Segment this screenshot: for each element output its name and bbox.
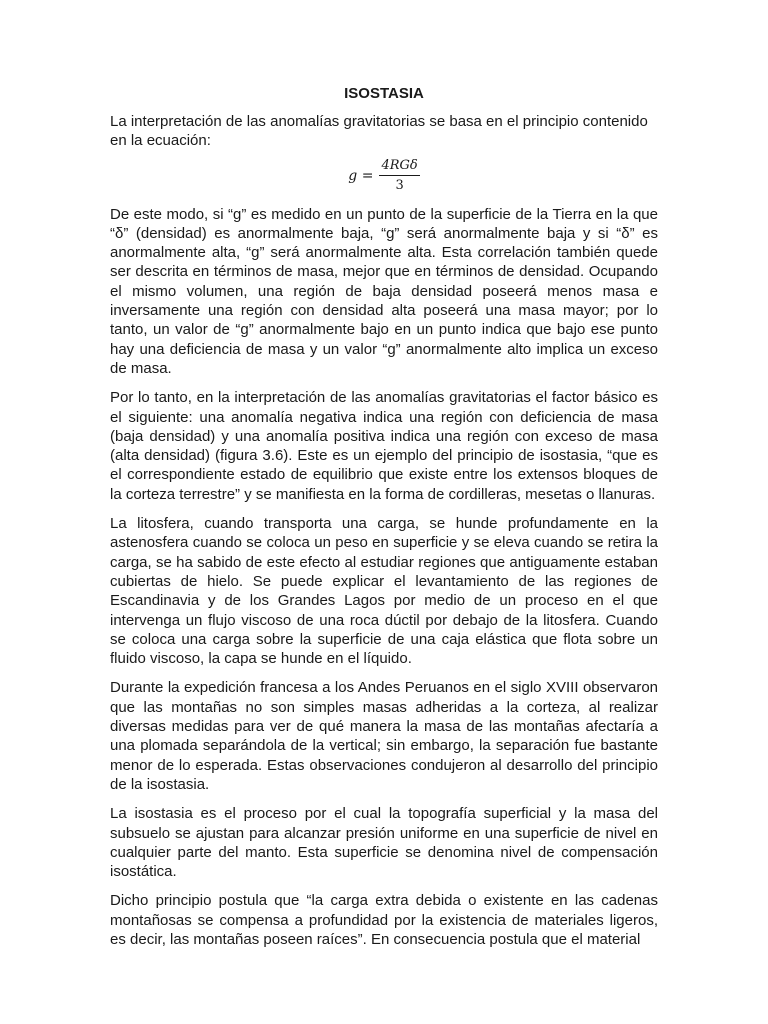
gravity-equation xyxy=(110,157,658,195)
document-page xyxy=(110,84,658,959)
equation-numerator: 4RGδ xyxy=(379,158,419,176)
paragraph-principle: Dicho principio postula que “la carga extra debida o existente en las cadenas montañosas se compensa a profundidad por la existencia de materiales ligeros, es decir, las montañas poseen raíces”. En consecuencia postula que el material xyxy=(110,892,658,948)
document-title: ISOSTASIA xyxy=(344,85,424,102)
equation-denominator: 3 xyxy=(395,178,404,194)
paragraph-anomalies: Por lo tanto, en la interpretación de las anomalías gravitatorias el factor básico es el siguiente: una anomalía negativa indica una región con deficiencia de masa (baja densidad) y una anomalía positiva indica una región con exceso de masa (alta densidad) (figura 3.6). Este es un ejemplo del principio de isostasia, “que es el correspondiente estado de equilibrio que existe entre los extensos bloques de la corteza terrestre” y se manifiesta en la forma de cordilleras, mesetas o llanuras. xyxy=(110,389,658,503)
paragraph-lithosphere: La litosfera, cuando transporta una carga, se hunde profundamente en la astenosfera cuando se coloca un peso en superficie y se eleva cuando se retira la carga, se ha sabido de este efecto al estudiar regiones que antiguamente estaban cubiertas de hielo. Se puede explicar el levantamiento de las regiones de Escandinavia y de los Grandes Lagos por medio de un proceso en el que intervenga un flujo viscoso de una roca dúctil por debajo de la litosfera. Cuando se coloca una carga sobre la superficie de una caja elástica que flota sobre un fluido viscoso, la capa se hunde en el líquido. xyxy=(110,515,658,668)
equation-lhs: g = xyxy=(348,167,374,184)
paragraph-isostasy-definition: La isostasia es el proceso por el cual la topografía superficial y la masa del subsuelo se ajustan para alcanzar presión uniforme en una superficie de nivel en cualquier parte del manto. Esta superficie se denomina nivel de compensación isostática. xyxy=(110,805,658,881)
intro-paragraph: La interpretación de las anomalías gravitatorias se basa en el principio contenido en la ecuación: xyxy=(110,113,648,150)
equation-fraction xyxy=(379,158,419,193)
paragraph-density: De este modo, si “g” es medido en un punto de la superficie de la Tierra en la que “δ” (densidad) es anormalmente baja, “g” será anormalmente baja y si “δ” es anormalmente alta, “g” será anormalmente alta. Esta correlación también quede ser descrita en términos de masa, mejor que en términos de densidad. Ocupando el mismo volumen, una región de baja densidad poseerá menos masa e inversamente una región con densidad alta poseerá una masa mayor; por lo tanto, un valor de “g” anormalmente bajo en un punto indica que bajo ese punto hay una deficiencia de masa y un valor “g” anormalmente alto implica un exceso de masa. xyxy=(110,205,658,377)
paragraph-expedition: Durante la expedición francesa a los Andes Peruanos en el siglo XVIII observaron que las montañas no son simples masas adheridas a la corteza, al realizar diversas medidas para ver de qué manera la masa de las montañas afectaría a una plomada separándola de la vertical; sin embargo, la separación fue bastante menor de lo esperada. Estas observaciones condujeron al desarrollo del principio de la isostasia. xyxy=(110,679,658,793)
